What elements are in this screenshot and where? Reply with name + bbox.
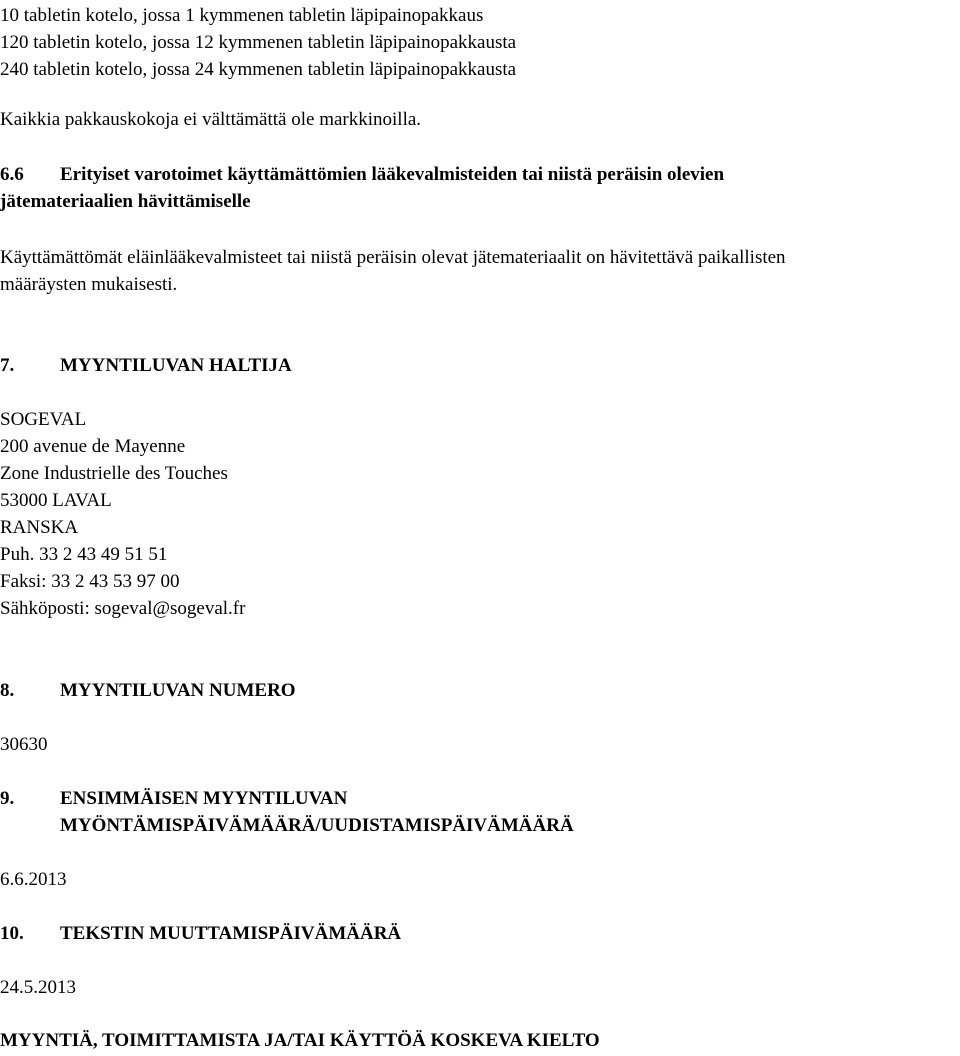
packaging-line: 240 tabletin kotelo, jossa 24 kymmenen tabletin läpipainopakkausta — [0, 59, 517, 80]
revision-date: 24.5.2013 — [0, 977, 76, 998]
first-authorisation-date: 6.6.2013 — [0, 869, 67, 890]
address-line: Zone Industrielle des Touches — [0, 463, 228, 484]
section-6-6-heading-cont: jätemateriaalien hävittämiselle — [0, 191, 251, 212]
section-number: 10. — [0, 923, 24, 944]
section-9-heading — [0, 785, 347, 812]
packaging-line: 10 tabletin kotelo, jossa 1 kymmenen tabletin läpipainopakkaus — [0, 5, 484, 26]
section-9-heading-cont: MYÖNTÄMISPÄIVÄMÄÄRÄ/UUDISTAMISPÄIVÄMÄÄRÄ — [60, 815, 574, 836]
section-title: Erityiset varotoimet käyttämättömien lääkevalmisteiden tai niistä peräisin olevien — [60, 164, 725, 185]
section-8-heading — [0, 677, 296, 704]
section-6-6-heading — [0, 161, 724, 188]
address-line: 53000 LAVAL — [0, 490, 112, 511]
prohibition-heading: MYYNTIÄ, TOIMITTAMISTA JA/TAI KÄYTTÖÄ KOSKEVA KIELTO — [0, 1030, 600, 1051]
section-number: 8. — [0, 680, 15, 701]
section-6-6-body: Käyttämättömät eläinlääkevalmisteet tai niistä peräisin olevat jätemateriaalit on hävitettävä paikallisten — [0, 247, 786, 268]
marketing-authorisation-number: 30630 — [0, 734, 48, 755]
phone-line: Puh. 33 2 43 49 51 51 — [0, 544, 168, 565]
section-title: MYYNTILUVAN NUMERO — [60, 680, 296, 701]
email-line: Sähköposti: sogeval@sogeval.fr — [0, 598, 246, 619]
section-number: 9. — [0, 788, 15, 809]
packaging-note: Kaikkia pakkauskokoja ei välttämättä ole markkinoilla. — [0, 109, 422, 130]
fax-line: Faksi: 33 2 43 53 97 00 — [0, 571, 180, 592]
section-title: ENSIMMÄISEN MYYNTILUVAN — [60, 788, 348, 809]
section-10-heading — [0, 920, 401, 947]
address-line: 200 avenue de Mayenne — [0, 436, 186, 457]
packaging-line: 120 tabletin kotelo, jossa 12 kymmenen tabletin läpipainopakkausta — [0, 32, 517, 53]
section-title: TEKSTIN MUUTTAMISPÄIVÄMÄÄRÄ — [60, 923, 402, 944]
address-line: RANSKA — [0, 517, 79, 538]
section-title: MYYNTILUVAN HALTIJA — [60, 355, 292, 376]
section-number: 6.6 — [0, 164, 24, 185]
section-7-heading — [0, 352, 292, 379]
section-number: 7. — [0, 355, 15, 376]
address-line: SOGEVAL — [0, 409, 87, 430]
section-6-6-body-cont: määräysten mukaisesti. — [0, 274, 178, 295]
